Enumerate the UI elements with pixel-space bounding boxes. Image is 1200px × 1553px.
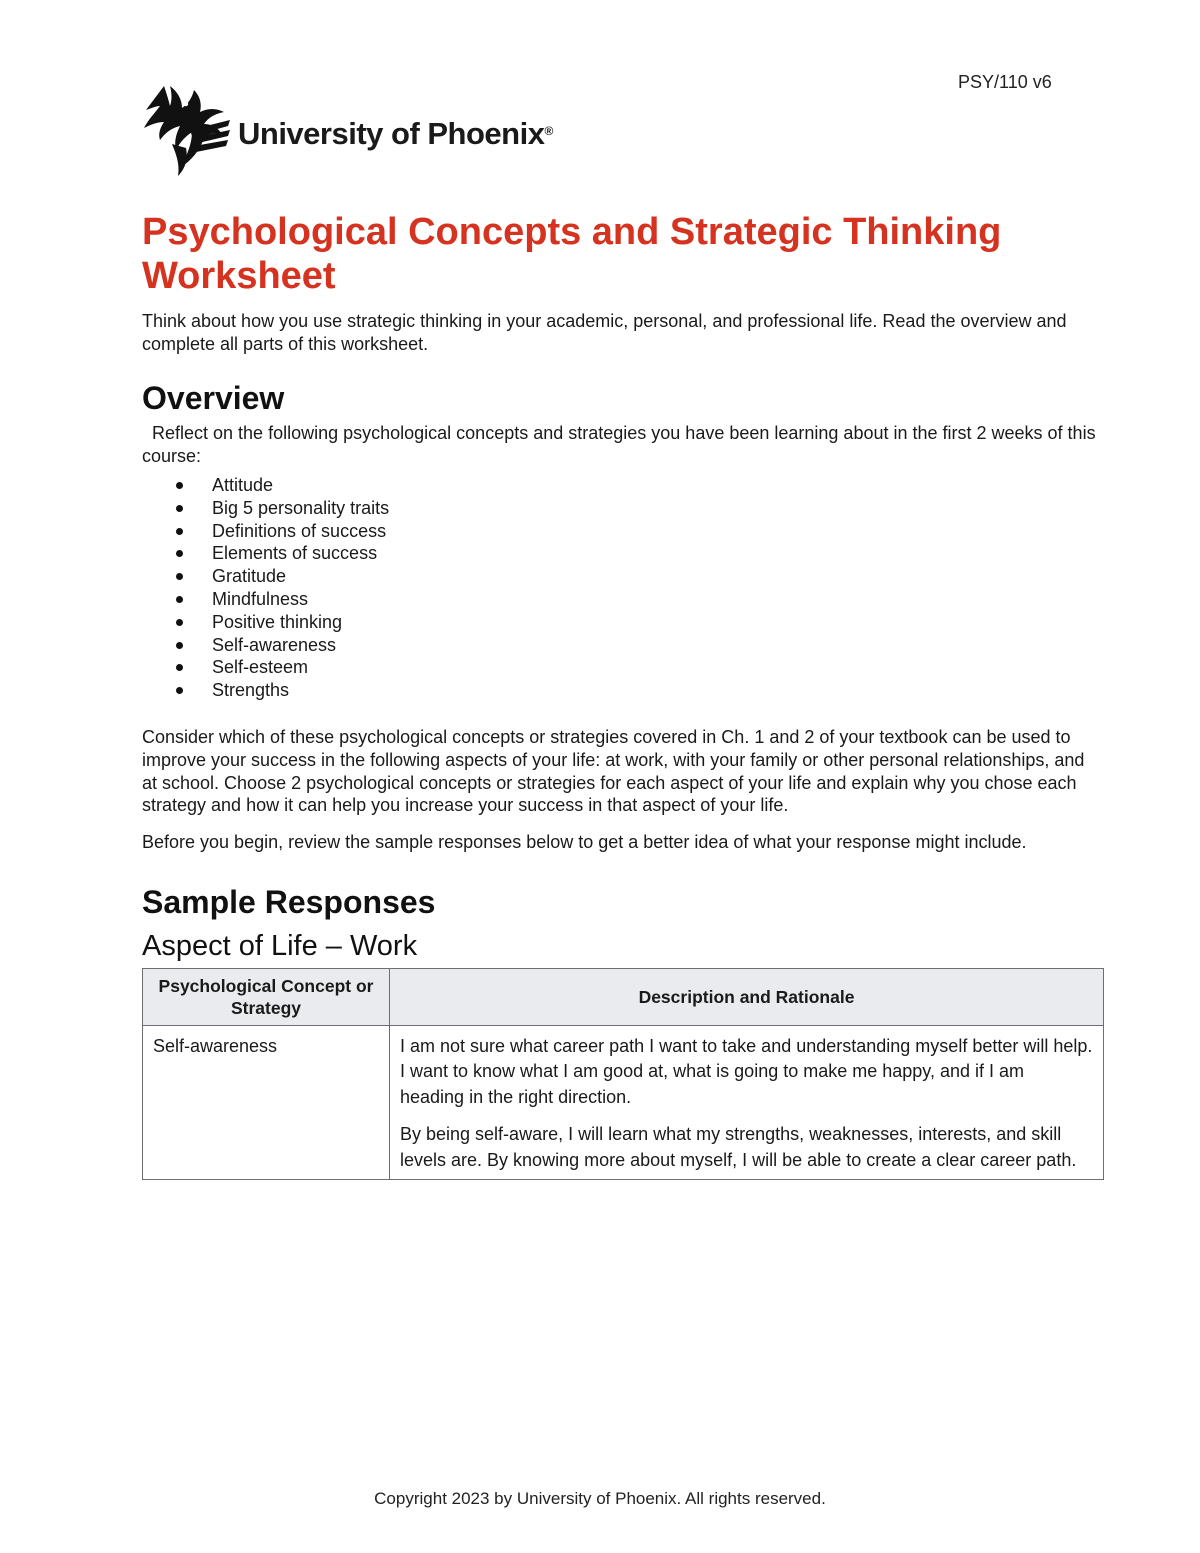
university-logo bbox=[142, 84, 553, 178]
bullet-icon bbox=[176, 596, 183, 603]
column-header-concept: Psychological Concept or Strategy bbox=[143, 968, 390, 1025]
list-item: Gratitude bbox=[174, 565, 1104, 588]
concept-cell: Self-awareness bbox=[143, 1025, 390, 1180]
bullet-icon bbox=[176, 528, 183, 535]
list-item: Self-awareness bbox=[174, 634, 1104, 657]
sample-responses-heading: Sample Responses bbox=[142, 883, 436, 920]
list-item: Self-esteem bbox=[174, 656, 1104, 679]
table-header-row bbox=[143, 968, 1104, 1025]
course-code: PSY/110 v6 bbox=[958, 72, 1052, 92]
bullet-icon bbox=[176, 482, 183, 489]
bullet-icon bbox=[176, 505, 183, 512]
bullet-icon bbox=[176, 642, 183, 649]
list-item: Elements of success bbox=[174, 542, 1104, 565]
copyright-footer: Copyright 2023 by University of Phoenix. All rights reserved. bbox=[374, 1489, 826, 1508]
concepts-list bbox=[142, 474, 1104, 702]
rationale-paragraph: I am not sure what career path I want to take and understanding myself better will help. I want to know what I am good at, what is going to make me happy, and if I am heading in the right direction. bbox=[400, 1035, 1093, 1107]
intro-text: Think about how you use strategic thinking in your academic, personal, and professional life. Read the overview and complete all parts of this worksheet. bbox=[142, 311, 1067, 354]
bullet-icon bbox=[176, 664, 183, 671]
review-paragraph: Before you begin, review the sample responses below to get a better idea of what your response might include. bbox=[142, 832, 1027, 853]
phoenix-bird-icon bbox=[142, 84, 232, 178]
list-item: Mindfulness bbox=[174, 588, 1104, 611]
bullet-icon bbox=[176, 619, 183, 626]
bullet-icon bbox=[176, 550, 183, 557]
list-item: Big 5 personality traits bbox=[174, 497, 1104, 520]
column-header-description: Description and Rationale bbox=[390, 968, 1104, 1025]
aspect-heading: Aspect of Life – Work bbox=[142, 929, 418, 962]
list-item: Strengths bbox=[174, 679, 1104, 702]
list-item: Positive thinking bbox=[174, 611, 1104, 634]
rationale-cell bbox=[390, 1025, 1104, 1180]
document-title: Psychological Concepts and Strategic Thinking Worksheet bbox=[142, 211, 1002, 297]
rationale-paragraph: By being self-aware, I will learn what my strengths, weaknesses, interests, and skill levels are. By knowing more about myself, I will be able to create a clear career path. bbox=[400, 1124, 1077, 1170]
list-item: Attitude bbox=[174, 474, 1104, 497]
instructions-paragraph: Consider which of these psychological concepts or strategies covered in Ch. 1 and 2 of your textbook can be used to improve your success in the following aspects of your life: at work, with your family or other personal relationships, and at school. Choose 2 psychological concepts or strategies for each aspect of your life and explain why you chose each strategy and how it can help you increase your success in that aspect of your life. bbox=[142, 726, 1085, 816]
overview-heading: Overview bbox=[142, 380, 285, 416]
worksheet-content bbox=[142, 210, 1104, 1180]
bullet-icon bbox=[176, 573, 183, 580]
sample-response-table bbox=[142, 968, 1104, 1181]
logo-wordmark: University of Phoenix® bbox=[238, 116, 553, 151]
table-row bbox=[143, 1025, 1104, 1180]
list-item: Definitions of success bbox=[174, 520, 1104, 543]
overview-text: Reflect on the following psychological concepts and strategies you have been learning about in the first 2 weeks of this course: bbox=[142, 423, 1096, 466]
bullet-icon bbox=[176, 687, 183, 694]
